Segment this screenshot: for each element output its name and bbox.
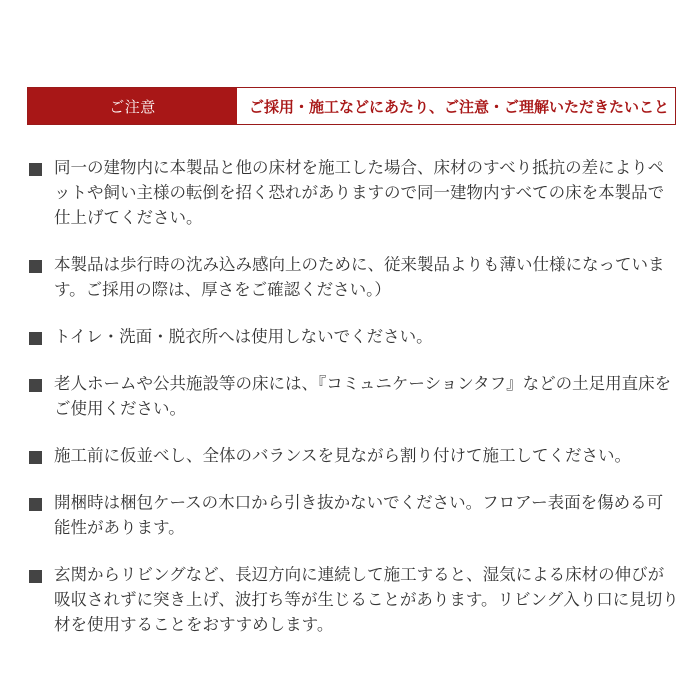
note-text: 施工前に仮並べし、全体のバランスを見ながら割り付けて施工してください。 — [54, 446, 632, 465]
square-bullet-icon — [29, 379, 42, 392]
square-bullet-icon — [29, 498, 42, 511]
note-text: 玄関からリビングなど、長辺方向に連続して施工すると、湿気による床材の伸びが吸収されずに突き上げ、波打ち等が生じることがあります。リビング入り口に見切り材を使用することをおすすめします。 — [54, 565, 679, 634]
list-item — [29, 155, 679, 230]
square-bullet-icon — [29, 163, 42, 176]
square-bullet-icon — [29, 260, 42, 273]
notice-label: ご注意 — [28, 88, 237, 124]
note-text: トイレ・洗面・脱衣所へは使用しないでください。 — [54, 327, 433, 346]
note-text: 同一の建物内に本製品と他の床材を施工した場合、床材のすべり抵抗の差によりペットや飼い主様の転倒を招く恐れがありますので同一建物内すべての床を本製品で仕上げてください。 — [54, 158, 665, 227]
square-bullet-icon — [29, 451, 42, 464]
square-bullet-icon — [29, 570, 42, 583]
notice-header — [27, 87, 676, 125]
list-item — [29, 324, 679, 349]
list-item — [29, 443, 679, 468]
note-text: 開梱時は梱包ケースの木口から引き抜かないでください。フロアー表面を傷める可能性があります。 — [54, 493, 664, 537]
notice-subtitle: ご採用・施工などにあたり、ご注意・ご理解いただきたいこと — [248, 97, 669, 116]
note-text: 本製品は歩行時の沈み込み感向上のために、従来製品よりも薄い仕様になっています。ご採用の際は、厚さをご確認ください。） — [54, 255, 665, 299]
notice-list — [29, 155, 679, 659]
note-text: 老人ホームや公共施設等の床には、『コミュニケーションタフ』などの土足用直床をご使用ください。 — [54, 374, 672, 418]
list-item — [29, 562, 679, 637]
list-item — [29, 252, 679, 302]
list-item — [29, 490, 679, 540]
square-bullet-icon — [29, 332, 42, 345]
list-item — [29, 371, 679, 421]
